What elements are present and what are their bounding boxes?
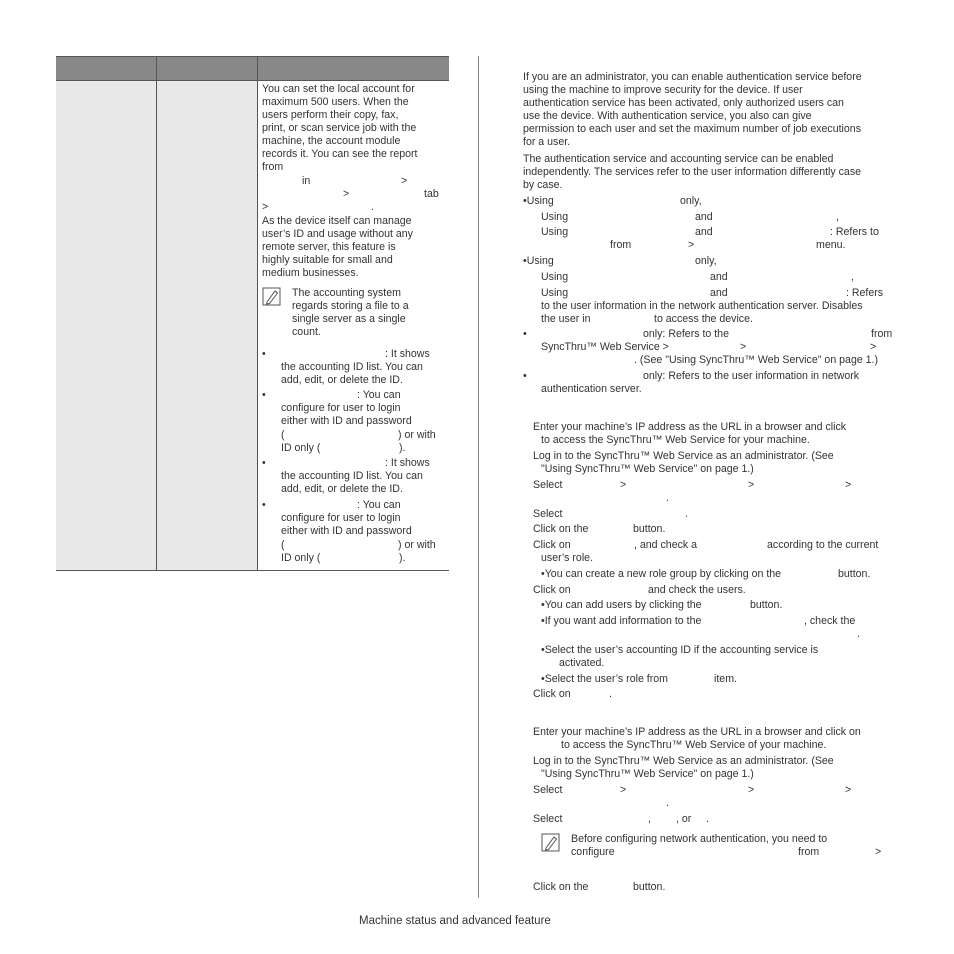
table-col-divider	[257, 56, 258, 571]
table-header	[56, 56, 449, 81]
page-footer: Machine status and advanced feature	[359, 915, 551, 927]
note-icon	[262, 287, 282, 307]
table-row-divider	[56, 80, 449, 81]
table-bottom-line	[56, 570, 449, 571]
table-col-divider	[156, 56, 157, 571]
column-divider	[478, 56, 479, 898]
note-icon	[541, 833, 561, 853]
